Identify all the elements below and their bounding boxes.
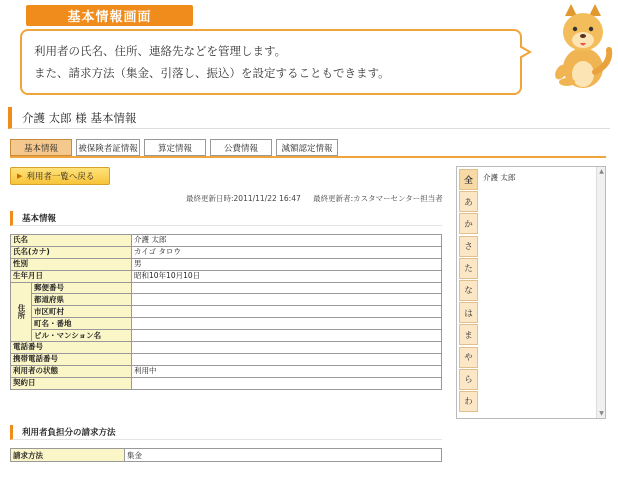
row-label: 氏名(カナ) <box>11 246 132 258</box>
row-label: 郵便番号 <box>32 282 132 294</box>
update-meta <box>186 193 443 204</box>
row-label: 市区町村 <box>32 306 132 318</box>
row-label: 携帯電話番号 <box>11 353 132 365</box>
table-row <box>11 330 442 342</box>
description-line-2: また、請求方法（集金、引落し、振込）を設定することもできます。 <box>34 66 390 80</box>
back-button-label: 利用者一覧へ戻る <box>26 172 95 182</box>
user-name-item[interactable]: 介護 太郎 <box>483 173 516 182</box>
row-label: 都道府県 <box>32 294 132 306</box>
scroll-down-icon[interactable]: ▼ <box>599 410 604 417</box>
row-value <box>132 318 442 330</box>
address-group-label: 住所 <box>11 282 32 341</box>
tab-basic-info[interactable]: 基本情報 <box>10 139 72 156</box>
kana-filter-panel <box>456 166 606 419</box>
kana-button-ma[interactable]: ま <box>459 324 478 345</box>
table-row <box>11 377 442 389</box>
row-value <box>132 353 442 365</box>
row-value <box>132 377 442 389</box>
name-list-scrollbar[interactable] <box>596 167 605 418</box>
user-name-list <box>483 172 515 183</box>
kana-button-ta[interactable]: た <box>459 258 478 279</box>
kana-button-sa[interactable]: さ <box>459 236 478 257</box>
row-value: 利用中 <box>132 365 442 377</box>
last-updated-at: 最終更新日時:2011/11/22 16:47 <box>186 194 301 203</box>
table-row <box>11 282 442 294</box>
dog-mascot-icon <box>545 2 617 94</box>
table-row <box>11 318 442 330</box>
scroll-up-icon[interactable]: ▲ <box>599 168 604 175</box>
page-title: 介護 太郎 様 基本情報 <box>8 107 610 129</box>
table-row <box>11 353 442 365</box>
row-value: カイゴ タロウ <box>132 246 442 258</box>
row-value <box>132 342 442 354</box>
table-row <box>11 235 442 247</box>
table-row <box>11 258 442 270</box>
row-value: 男 <box>132 258 442 270</box>
row-label: 町名・番地 <box>32 318 132 330</box>
table-row <box>11 270 442 282</box>
banner-title: 基本情報画面 <box>26 5 193 26</box>
row-label: 契約日 <box>11 377 132 389</box>
table-row <box>11 294 442 306</box>
kana-button-wa[interactable]: わ <box>459 391 478 412</box>
table-row <box>11 449 442 462</box>
tab-insured-card[interactable]: 被保険者証情報 <box>76 139 140 156</box>
row-label: 電話番号 <box>11 342 132 354</box>
tab-calculation[interactable]: 算定情報 <box>144 139 206 156</box>
back-to-user-list-button[interactable] <box>10 167 110 185</box>
row-label: 請求方法 <box>11 449 125 462</box>
description-line-1: 利用者の氏名、住所、連絡先などを管理します。 <box>34 44 287 58</box>
row-value: 集金 <box>125 449 442 462</box>
basic-info-table <box>10 234 442 390</box>
section-heading-billing: 利用者負担分の請求方法 <box>10 425 442 440</box>
row-value <box>132 330 442 342</box>
description-callout <box>20 29 522 95</box>
row-label: 性別 <box>11 258 132 270</box>
last-updated-by: 最終更新者:カスタマーセンター担当者 <box>313 194 443 203</box>
table-row <box>11 306 442 318</box>
callout-tail-inner <box>519 47 528 57</box>
row-label: 生年月日 <box>11 270 132 282</box>
kana-button-ha[interactable]: は <box>459 302 478 323</box>
tab-bar <box>10 139 338 156</box>
kana-button-na[interactable]: な <box>459 280 478 301</box>
row-value: 昭和10年10月10日 <box>132 270 442 282</box>
section-heading-basic-info: 基本情報 <box>10 211 442 226</box>
arrow-right-icon: ▶ <box>17 172 23 180</box>
row-value <box>132 306 442 318</box>
kana-button-ya[interactable]: や <box>459 347 478 368</box>
row-label: 利用者の状態 <box>11 365 132 377</box>
row-value <box>132 282 442 294</box>
kana-button-ra[interactable]: ら <box>459 369 478 390</box>
row-value: 介護 太郎 <box>132 235 442 247</box>
table-row <box>11 365 442 377</box>
row-label: ビル・マンション名 <box>32 330 132 342</box>
kana-button-ka[interactable]: か <box>459 213 478 234</box>
kana-button-a[interactable]: あ <box>459 191 478 212</box>
tab-underline <box>10 156 606 158</box>
row-value <box>132 294 442 306</box>
table-row <box>11 342 442 354</box>
tab-reduction[interactable]: 減額認定情報 <box>276 139 338 156</box>
kana-button-all[interactable]: 全 <box>459 169 478 190</box>
billing-table <box>10 448 442 462</box>
row-label: 氏名 <box>11 235 132 247</box>
tab-public-expense[interactable]: 公費情報 <box>210 139 272 156</box>
table-row <box>11 246 442 258</box>
kana-button-column <box>459 169 478 413</box>
